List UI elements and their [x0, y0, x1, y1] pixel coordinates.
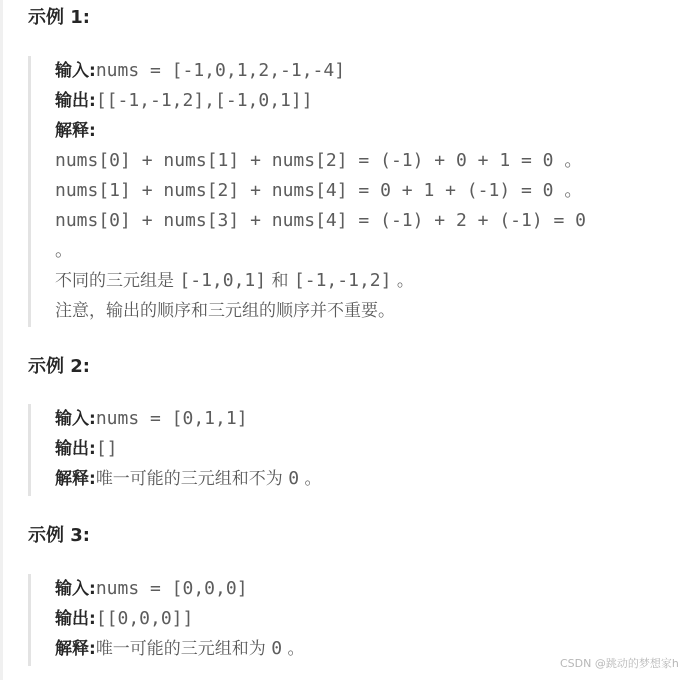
note-text: 注意，输出的顺序和三元组的顺序并不重要。: [55, 301, 395, 321]
explain-end: 。: [304, 469, 322, 489]
example-1-input-line: [55, 56, 345, 86]
example-1-explain-line-4: [55, 236, 73, 266]
page-edge: [0, 0, 3, 680]
example-2-explain-line: [55, 464, 321, 494]
example-2-heading: 示例 2:: [28, 356, 90, 377]
distinct-text: 不同的三元组是: [55, 271, 174, 291]
example-2-block: [28, 404, 688, 496]
input-label: 输入:: [55, 61, 96, 81]
distinct-code: [-1,-1,2]: [293, 270, 392, 291]
distinct-text: 和: [271, 271, 289, 291]
explain-text: 唯一可能的三元组和不为: [95, 469, 283, 489]
example-1-explain-line-2: [55, 176, 582, 206]
output-value: [[0,0,0]]: [95, 608, 194, 629]
example-1-explain-line-3: [55, 206, 586, 236]
explain-label: 解释:: [55, 639, 96, 659]
explain-equation: nums[1] + nums[2] + nums[4] = 0 + 1 + (-1) = 0 。: [55, 180, 583, 201]
output-label: 输出:: [55, 439, 96, 459]
example-1-block: [28, 56, 688, 327]
explain-end: 。: [287, 639, 305, 659]
distinct-code: [-1,0,1]: [179, 270, 267, 291]
example-1-note-line: [55, 296, 395, 326]
example-3-heading: 示例 3:: [28, 525, 90, 546]
explain-label: 解释:: [55, 469, 96, 489]
explain-code: 0: [271, 638, 283, 659]
input-value: nums = [0,1,1]: [95, 408, 248, 429]
explain-equation: nums[0] + nums[3] + nums[4] = (-1) + 2 + (-1) = 0: [55, 210, 587, 231]
example-1-output-line: [55, 86, 313, 116]
example-3-block: [28, 574, 688, 666]
example-3-explain-line: [55, 634, 304, 664]
csdn-watermark: CSDN @跳动的梦想家h: [560, 657, 679, 670]
output-label: 输出:: [55, 609, 96, 629]
output-label: 输出:: [55, 91, 96, 111]
example-1-explain-line-1: [55, 146, 582, 176]
distinct-text: 。: [396, 271, 414, 291]
input-value: nums = [-1,0,1,2,-1,-4]: [95, 60, 346, 81]
input-label: 输入:: [55, 579, 96, 599]
example-1-distinct-line: [55, 266, 414, 296]
input-value: nums = [0,0,0]: [95, 578, 248, 599]
explain-text: 唯一可能的三元组和为: [95, 639, 266, 659]
explain-period: 。: [55, 240, 73, 261]
output-value: [[-1,-1,2],[-1,0,1]]: [95, 90, 313, 111]
explain-equation: nums[0] + nums[1] + nums[2] = (-1) + 0 + 1 = 0 。: [55, 150, 583, 171]
explain-label: 解释:: [55, 121, 96, 141]
example-2-output-line: [55, 434, 118, 464]
example-2-input-line: [55, 404, 248, 434]
example-1-heading: 示例 1:: [28, 7, 90, 28]
example-1-explain-label-line: [55, 116, 96, 146]
output-value: []: [95, 438, 118, 459]
example-3-output-line: [55, 604, 193, 634]
input-label: 输入:: [55, 409, 96, 429]
explain-code: 0: [288, 468, 300, 489]
example-3-input-line: [55, 574, 248, 604]
